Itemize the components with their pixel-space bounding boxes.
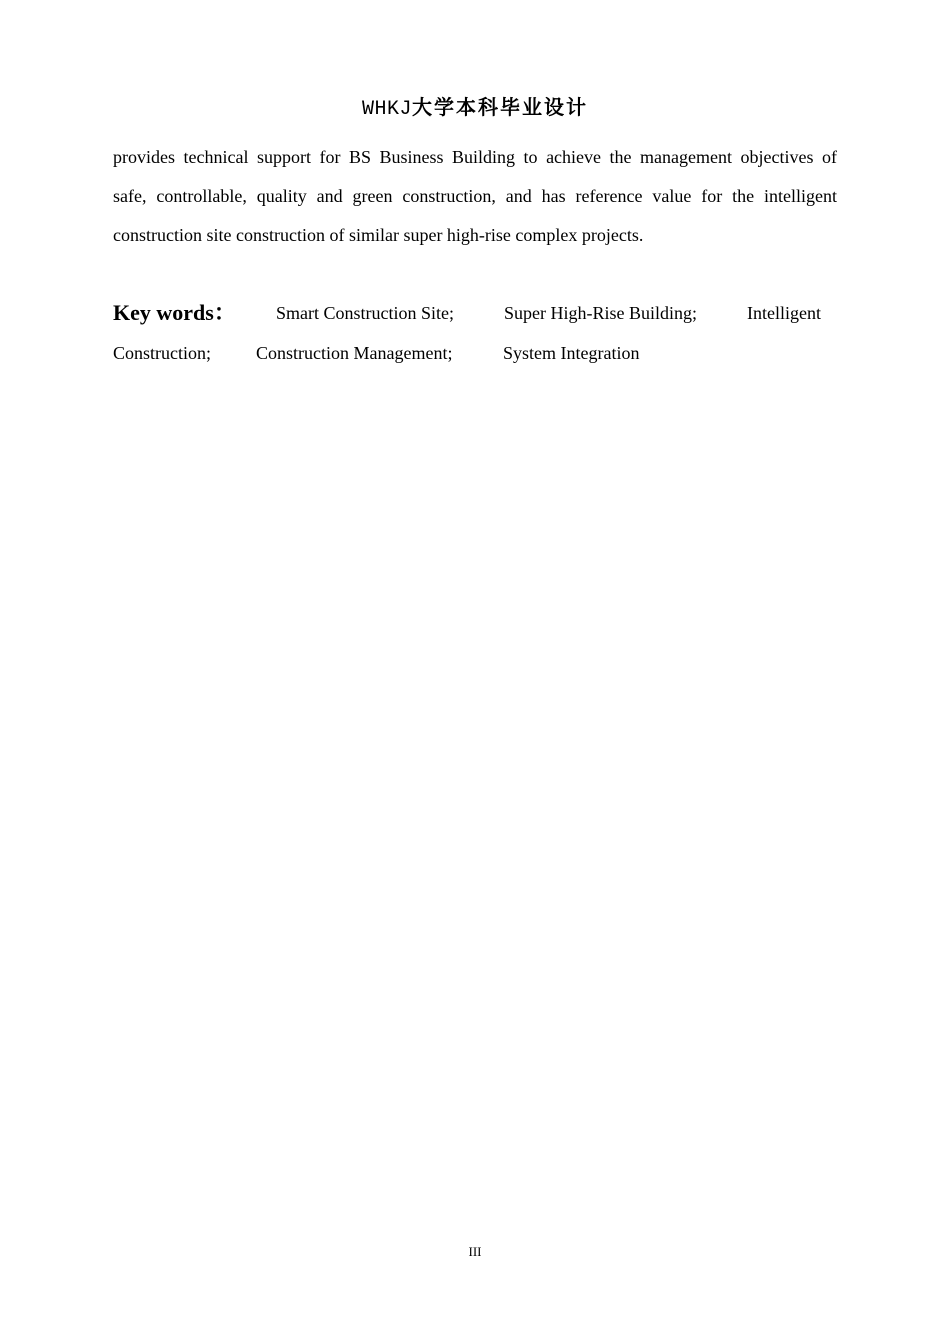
- abstract-line-1: provides technical support for BS Business Building to achieve the management objectives of: [113, 147, 837, 167]
- header-institution-code: WHKJ: [361, 98, 412, 121]
- abstract-line-3: construction site construction of similar super high-rise complex projects.: [113, 225, 644, 245]
- running-header: [0, 93, 950, 124]
- keyword-item: System Integration: [503, 343, 640, 363]
- abstract-paragraph: [113, 138, 837, 255]
- keyword-item: Smart Construction Site;: [276, 303, 454, 323]
- header-document-type: 大学本科毕业设计: [412, 95, 588, 119]
- keywords-row-2: [113, 334, 837, 374]
- page-number: III: [468, 1244, 482, 1259]
- abstract-line-2: safe, controllable, quality and green construction, and has reference value for the intelligent: [113, 186, 837, 206]
- keyword-item: Construction;: [113, 343, 211, 363]
- keywords-label: Key words：: [113, 300, 236, 325]
- keyword-item: Intelligent: [747, 303, 821, 323]
- keywords-section: [113, 294, 837, 374]
- keyword-item: Super High-Rise Building;: [504, 303, 697, 323]
- keywords-row-1: [113, 294, 837, 334]
- keyword-item: Construction Management;: [256, 343, 453, 363]
